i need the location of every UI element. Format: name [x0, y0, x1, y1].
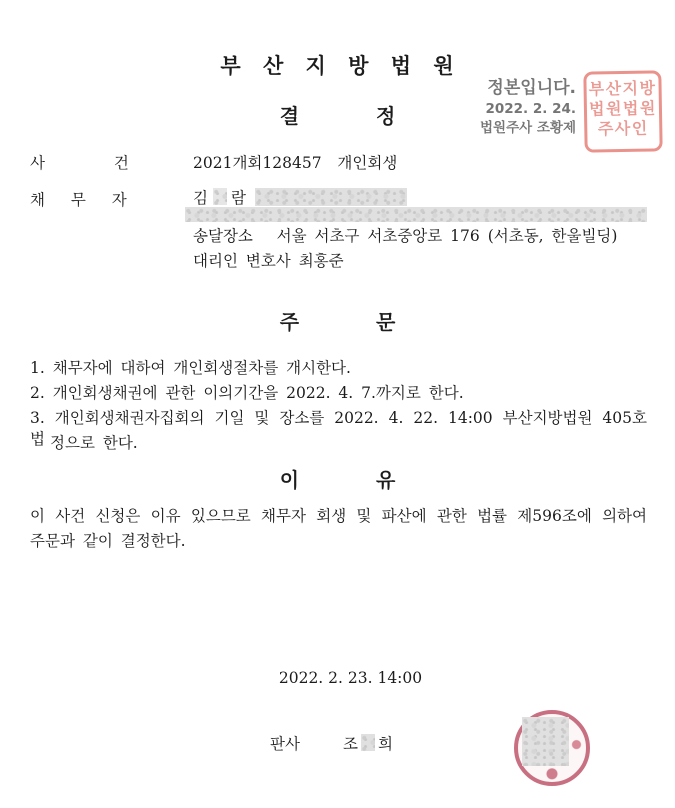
reason-paragraph: 주문과 같이 결정한다. [30, 532, 186, 550]
order-item: 3. 개인회생채권자집회의 기일 및 장소를 2022. 4. 22. 14:00 부산지방법원 405호 법 [30, 409, 647, 448]
seal-text-line: 주사인 [597, 118, 649, 139]
order-item-continuation: 정으로 한다. [50, 434, 138, 452]
debtor-name-line [193, 188, 407, 209]
judge-name-line [343, 734, 393, 755]
redaction-box-seal [522, 717, 569, 766]
case-label: 사 건 [30, 154, 129, 172]
seal-text-line: 법원법원 [588, 98, 658, 119]
certification-statement: 정본입니다. [487, 78, 576, 98]
judge-title: 판사 [270, 735, 300, 753]
seal-text-line: 부산지방 [588, 78, 657, 99]
redaction-box-address [185, 207, 647, 222]
court-name-title: 부 산 지 방 법 원 [220, 54, 455, 78]
attorney-line: 대리인 변호사 최홍준 [193, 252, 344, 270]
certification-clerk: 법원주사 조황제 [480, 120, 576, 136]
debtor-name-last: 람 [230, 189, 246, 207]
order-section-heading: 주 문 [279, 310, 396, 334]
judge-name-last: 희 [377, 735, 393, 753]
order-item: 1. 채무자에 대하여 개인회생절차를 개시한다. [30, 359, 351, 377]
decision-datetime: 2022. 2. 23. 14:00 [278, 669, 423, 687]
redaction-box [255, 188, 407, 206]
redaction-box [361, 734, 375, 751]
case-number-value: 2021개회128457 개인회생 [193, 154, 398, 172]
document-type-heading: 결 정 [279, 104, 396, 128]
reason-paragraph: 이 사건 신청은 이유 있으므로 채무자 회생 및 파산에 관한 법률 제596조에 의하여 [30, 507, 647, 525]
reason-section-heading: 이 유 [279, 468, 396, 492]
debtor-label: 채 무 자 [30, 191, 127, 209]
service-address: 송달장소 서울 서초구 서초중앙로 176 (서초동, 한울빌딩) [193, 227, 618, 245]
court-clerk-seal-stamp [583, 70, 662, 152]
debtor-name-first: 김 [193, 189, 208, 207]
judge-name-first: 조 [343, 735, 358, 753]
certification-date: 2022. 2. 24. [485, 101, 576, 117]
redaction-box [213, 188, 227, 205]
order-item: 2. 개인회생채권에 관한 이의기간을 2022. 4. 7.까지로 한다. [30, 384, 464, 402]
certification-block [480, 77, 576, 138]
